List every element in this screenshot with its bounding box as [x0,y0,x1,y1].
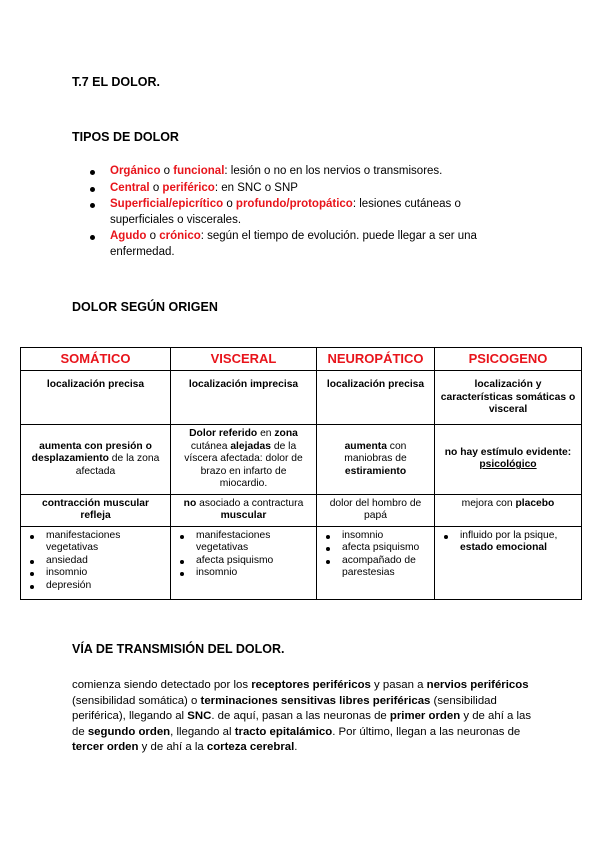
table-cell: localización y características somáticas o visceral [435,371,582,425]
list-item: acompañado de parestesias [322,555,429,580]
list-item: afecta psiquismo [322,542,429,555]
transmission-heading: VÍA DE TRANSMISIÓN DEL DOLOR. [72,642,285,656]
table-cell: aumenta con presión o desplazamiento de la zona afectada [21,425,171,495]
table-row [21,494,582,526]
table-row [21,371,582,425]
list-item: insomnio [26,567,165,580]
list-item: Agudo o crónico: según el tiempo de evolución. puede llegar a ser una enfermedad. [88,229,498,260]
page-title: T.7 EL DOLOR. [72,75,160,89]
list-item: Central o periférico: en SNC o SNP [88,181,498,197]
list-item: Superficial/epicrítico o profundo/protopático: lesiones cutáneas o superficiales o viscerales. [88,197,498,228]
origin-heading: DOLOR SEGÚN ORIGEN [72,300,218,314]
table-cell: dolor del hombro de papá [317,494,435,526]
table-cell [435,526,582,599]
list-item: ansiedad [26,555,165,568]
types-heading: TIPOS DE DOLOR [72,130,179,144]
table-cell [21,526,171,599]
table-cell: Dolor referido en zona cutánea alejadas de la víscera afectada: dolor de brazo en infarto de miocardio. [171,425,317,495]
header-psicogeno: PSICOGENO [435,348,582,371]
table-cell [171,526,317,599]
table-cell: localización imprecisa [171,371,317,425]
table-cell: no hay estímulo evidente: psicológico [435,425,582,495]
list-item: insomnio [176,567,311,580]
list-item: manifestaciones vegetativas [26,530,165,555]
pain-origin-table [20,347,582,600]
table-cell: contracción muscular refleja [21,494,171,526]
header-neuropatico: NEUROPÁTICO [317,348,435,371]
table-cell: localización precisa [317,371,435,425]
table-cell [317,526,435,599]
list-item: afecta psiquismo [176,555,311,568]
table-row [21,425,582,495]
table-cell: no asociado a contractura muscular [171,494,317,526]
list-item: influido por la psique, estado emocional [440,530,576,555]
header-somatico: SOMÁTICO [21,348,171,371]
list-item: Orgánico o funcional: lesión o no en los nervios o transmisores. [88,164,498,180]
table-cell: localización precisa [21,371,171,425]
transmission-paragraph: comienza siendo detectado por los receptores periféricos y pasan a nervios periféricos (sensibilidad somática) o terminaciones sensitivas libres periféricas (sensibilidad periférica), llegando al SNC. de aquí, pasan a las neuronas de primer orden y de ahí a las de segundo orden, llegando al tracto epitalámico. Por último, llegan a las neuronas de tercer orden y de ahí a la corteza cerebral. [72,679,532,754]
table-cell: mejora con placebo [435,494,582,526]
table-row [21,526,582,599]
list-item: depresión [26,580,165,593]
list-item: manifestaciones vegetativas [176,530,311,555]
table-cell: aumenta con maniobras de estiramiento [317,425,435,495]
table-header-row [21,348,582,371]
pain-types-list [88,164,498,261]
header-visceral: VISCERAL [171,348,317,371]
list-item: insomnio [322,530,429,543]
